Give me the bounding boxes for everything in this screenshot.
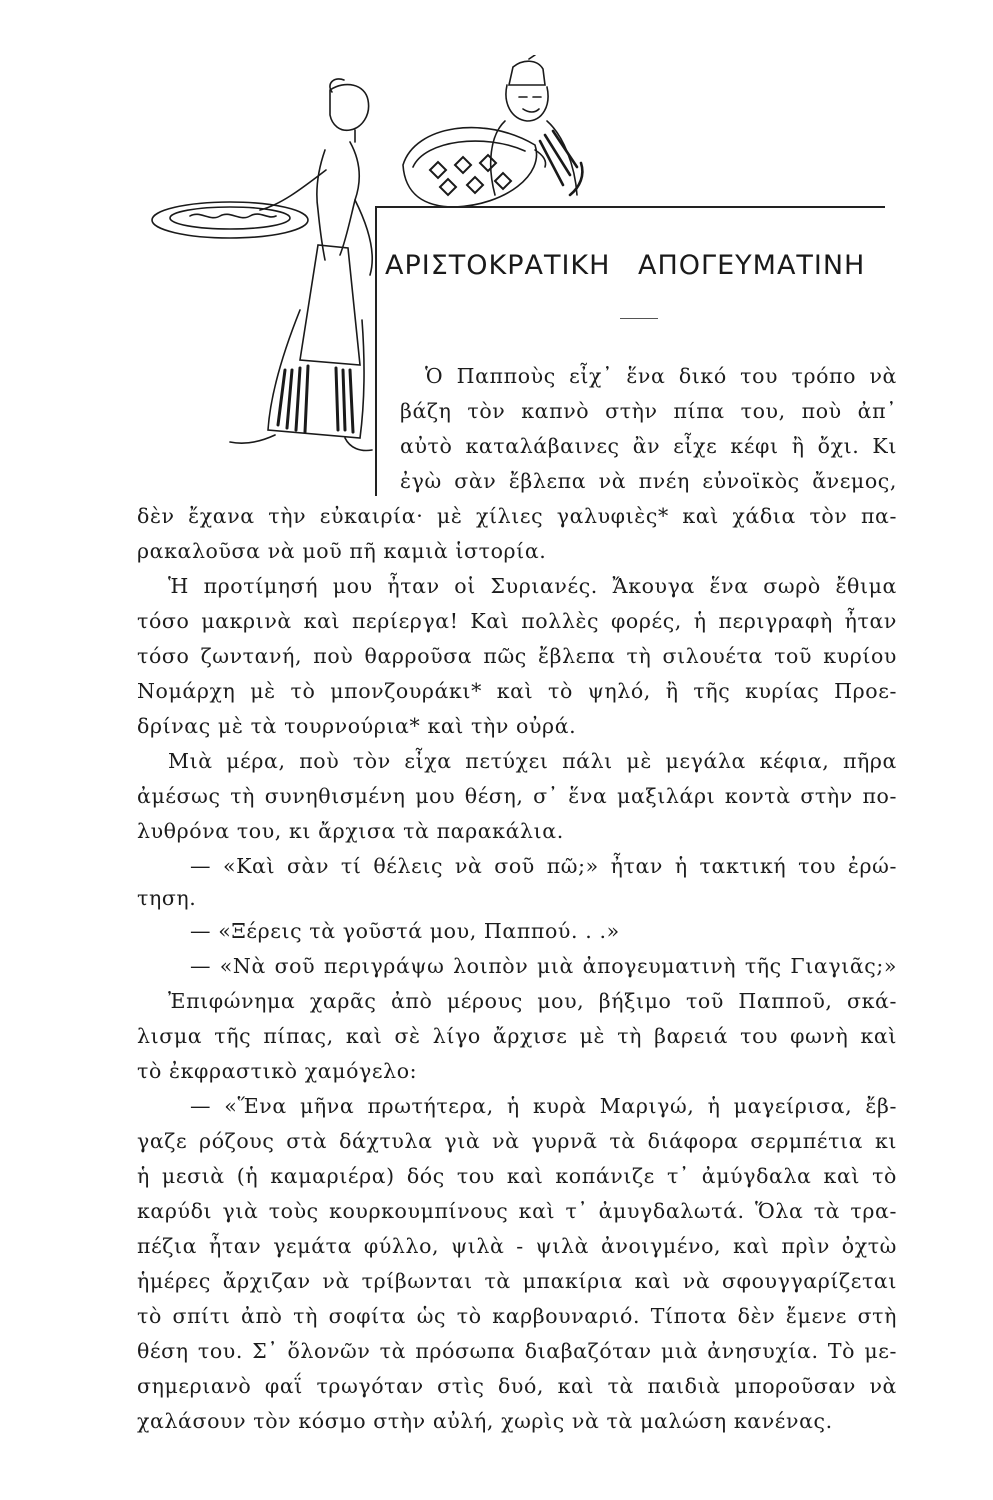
text-line: δρίνας μὲ τὰ τουρνούρια* καὶ τὴν οὐρά.	[137, 714, 577, 738]
text-line: θέση του. Σ᾿ ὅλονῶν τὰ πρόσωπα διαβαζόταν μιὰ ἀνησυχία. Τὸ με-	[137, 1339, 897, 1363]
text-line: Ὁ Παπποὺς εἶχ᾿ ἕνα δικό του τρόπο νὰ	[425, 364, 897, 388]
text-line: τόσο ζωντανή, ποὺ θαρροῦσα πῶς ἔβλεπα τὴ σιλουέτα τοῦ κυρίου	[137, 644, 897, 668]
text-line: Μιὰ μέρα, ποὺ τὸν εἶχα πετύχει πάλι μὲ μεγάλα κέφια, πῆρα	[168, 749, 897, 773]
text-line: λυθρόνα του, κι ἄρχισα τὰ παρακάλια.	[137, 819, 564, 843]
text-line: τηση.	[137, 886, 197, 910]
frame-top-rule	[375, 206, 885, 208]
text-line: δὲν ἔχανα τὴν εὐκαιρία· μὲ χίλιες γαλυφιὲς* καὶ χάδια τὸν πα-	[137, 504, 897, 528]
text-line: ρακαλοῦσα νὰ μοῦ πῆ καμιὰ ἱστορία.	[137, 539, 547, 563]
text-line: ἡμέρες ἄρχιζαν νὰ τρίβωνται τὰ μπακίρια καὶ νὰ σφουγγαρίζεται	[137, 1269, 897, 1293]
text-line: σημεριανὸ φαΐ τρωγόταν στὶς δυό, καὶ τὰ παιδιὰ μποροῦσαν νὰ	[137, 1374, 897, 1398]
text-line: βάζη τὸν καπνὸ στὴν πίπα του, ποὺ ἀπ᾿	[400, 399, 897, 423]
text-line: Ἐπιφώνημα χαρᾶς ἀπὸ μέρους μου, βήξιμο τοῦ Παπποῦ, σκά-	[168, 989, 897, 1013]
text-line: — «Καὶ σὰν τί θέλεις νὰ σοῦ πῶ;» ἦταν ἡ τακτική του ἐρώ-	[190, 854, 897, 878]
text-line: πέζια ἦταν γεμάτα φύλλο, ψιλὰ - ψιλὰ ἀνοιγμένο, καὶ πρὶν ὀχτὼ	[137, 1234, 897, 1258]
text-line: τὸ ἐκφραστικὸ χαμόγελο:	[137, 1059, 418, 1083]
text-line: ἐγὼ σὰν ἔβλεπα νὰ πνέη εὐνοϊκὸς ἄνεμος,	[400, 469, 897, 493]
text-line: αὐτὸ καταλάβαινες ἂν εἶχε κέφι ἢ ὄχι. Κι	[400, 434, 897, 458]
frame-left-rule	[375, 206, 377, 496]
text-line: — «Ἕνα μῆνα πρωτήτερα, ἡ κυρὰ Μαριγώ, ἡ μαγείρισα, ἔβ-	[190, 1094, 897, 1118]
text-line: χαλάσουν τὸν κόσμο στὴν αὐλή, χωρὶς νὰ τὰ μαλώση κανένας.	[137, 1409, 833, 1433]
man-with-basket-illustration	[395, 55, 595, 215]
text-line: τὸ σπίτι ἀπὸ τὴ σοφίτα ὡς τὸ καρβουναριό. Τίποτα δὲν ἔμενε στὴ	[137, 1304, 897, 1328]
text-line: ἀμέσως τὴ συνηθισμένη μου θέση, σ᾿ ἕνα μαξιλάρι κοντὰ στὴν πο-	[137, 784, 897, 808]
text-line: ἡ μεσιὰ (ἡ καμαριέρα) δός του καὶ κοπάνιζε τ᾿ ἀμύγδαλα καὶ τὸ	[137, 1164, 897, 1188]
text-line: — «Νὰ σοῦ περιγράψω λοιπὸν μιὰ ἀπογευματινὴ τῆς Γιαγιᾶς;»	[190, 954, 897, 978]
text-line: καρύδι γιὰ τοὺς κουρκουμπίνους καὶ τ᾿ ἀμυγδαλωτά. Ὅλα τὰ τρα-	[137, 1199, 897, 1223]
woman-with-tray-illustration	[150, 70, 390, 470]
text-line: λισμα τῆς πίπας, καὶ σὲ λίγο ἄρχισε μὲ τὴ βαρειά του φωνὴ καὶ	[137, 1024, 897, 1048]
text-line: Νομάρχη μὲ τὸ μπονζουράκι* καὶ τὸ ψηλό, ἢ τῆς κυρίας Προε-	[137, 679, 897, 703]
text-line: τόσο μακρινὰ καὶ περίεργα! Καὶ πολλὲς φορές, ἡ περιγραφὴ ἦταν	[137, 609, 897, 633]
text-line: — «Ξέρεις τὰ γοῦστά μου, Παππού. . .»	[190, 919, 620, 943]
text-line: γαζε ρόζους στὰ δάχτυλα γιὰ νὰ γυρνᾶ τὰ διάφορα σερμπέτια κι	[137, 1129, 897, 1153]
text-line: Ἡ προτίμησή μου ἦταν οἱ Συριανές. Ἄκουγα ἕνα σωρὸ ἔθιμα	[168, 574, 897, 598]
story-title: ΑΡΙΣΤΟΚΡΑΤΙΚΗ ΑΠΟΓΕΥΜΑΤΙΝΗ	[385, 250, 866, 281]
title-underline	[620, 318, 658, 319]
